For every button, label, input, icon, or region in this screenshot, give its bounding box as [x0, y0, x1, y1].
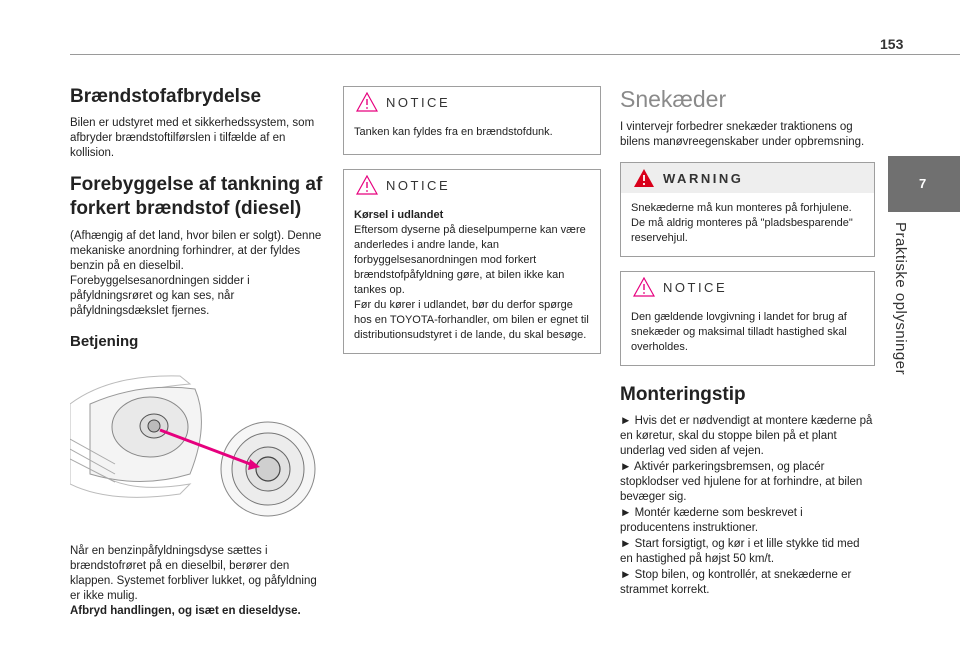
- notice-box-abroad: [343, 169, 601, 354]
- notice-box-legislation: [620, 271, 875, 366]
- paragraph-misfuel-prevention: (Afhængig af det land, hvor bilen er solgt). Denne mekaniske anordning forhindrer, at der fyldes benzin på en dieselbil. Forebyggelsesanordningen sidder i påfyldningsrøret og kan ses, når påfyldningsdækslet fjernes.: [70, 230, 322, 317]
- warning-text: Snekæderne må kun monteres på forhjulene. De må aldrig monteres på "pladsbesparende" reservehjul.: [631, 202, 853, 244]
- notice-legislation-text: Den gældende lovgivning i landet for brug af snekæder og maksimal tilladt hastighed skal overholdes.: [631, 311, 847, 353]
- notice-header: [621, 272, 874, 302]
- notice-title: NOTICE: [663, 280, 728, 295]
- chapter-tab[interactable]: [888, 156, 960, 212]
- page-number: 153: [880, 36, 904, 52]
- heading-misfuel-prevention: [70, 173, 325, 221]
- notice-abroad-heading: Kørsel i udlandet: [354, 209, 444, 221]
- paragraph-fuel-cutoff: Bilen er udstyret med et sikkerhedssystem, som afbryder brændstoftilførslen i tilfælde af en kollision.: [70, 117, 315, 159]
- column-right: [620, 86, 875, 599]
- paragraph-operation: Når en benzinpåfyldningsdyse sættes i brændstofrøret på en dieselbil, berører den klappen. Systemet forbliver lukket, og påfyldning er ikke mulig.: [70, 545, 317, 602]
- mounting-step: ► Aktivér parkeringsbremsen, og placér stopklodser ved hjulene for at forhindre, at bilen bevæger sig.: [620, 461, 863, 503]
- column-left: [70, 86, 325, 619]
- notice-abroad-text1: Eftersom dyserne på dieselpumperne kan være anderledes i andre lande, kan forbyggelsesanordningen mod forkert brændstofpåfyldning gøre, at bilen ikke kan tankes op.: [354, 224, 586, 296]
- heading-mounting-tips: Monteringstip: [620, 384, 746, 405]
- fuel-filler-illustration: [70, 364, 325, 529]
- mounting-step: ► Start forsigtigt, og kør i et lille stykke tid med en hastighed på højst 50 km/t.: [620, 538, 860, 565]
- column-middle: [343, 86, 601, 368]
- paragraph-operation-bold: Afbryd handlingen, og isæt en dieseldyse.: [70, 605, 301, 617]
- chapter-title: Praktiske oplysninger: [892, 222, 909, 376]
- mounting-step: ► Montér kæderne som beskrevet i producentens instruktioner.: [620, 507, 803, 534]
- warning-title: WARNING: [663, 171, 744, 186]
- warning-triangle-icon: [633, 168, 655, 188]
- notice-triangle-icon: [633, 277, 655, 297]
- notice-title: NOTICE: [386, 178, 451, 193]
- notice-title: NOTICE: [386, 95, 451, 110]
- chapter-number: 7: [919, 176, 927, 191]
- paragraph-snow-chains: I vintervejr forbedrer snekæder traktionens og bilens manøvreegenskaber under opbremsning.: [620, 121, 865, 148]
- heading-operation: Betjening: [70, 333, 139, 350]
- heading-fuel-cutoff: Brændstofafbrydelse: [70, 86, 262, 107]
- warning-header: [621, 163, 874, 193]
- heading-misfuel-line2: forkert brændstof (diesel): [70, 198, 302, 219]
- notice-header: [344, 170, 600, 200]
- notice-header: [344, 87, 600, 117]
- notice-box-canister: [343, 86, 601, 155]
- notice-abroad-text2: Før du kører i udlandet, bør du derfor spørge hos en TOYOTA-forhandler, om bilen er egnet til distributionsudstyret i de lande, du skal besøge.: [354, 299, 589, 341]
- heading-misfuel-line1: Forebyggelse af tankning af: [70, 174, 323, 195]
- notice-text-canister: Tanken kan fyldes fra en brændstofdunk.: [354, 126, 553, 138]
- mounting-steps-list: [620, 414, 875, 598]
- warning-box: [620, 162, 875, 257]
- mounting-step: ► Stop bilen, og kontrollér, at snekæderne er strammet korrekt.: [620, 569, 852, 596]
- notice-triangle-icon: [356, 175, 378, 195]
- notice-triangle-icon: [356, 92, 378, 112]
- header-rule: [70, 54, 960, 55]
- mounting-step: ► Hvis det er nødvendigt at montere kæderne på en køretur, skal du stoppe bilen på et plant underlag ved siden af vejen.: [620, 415, 873, 457]
- heading-snow-chains: Snekæder: [620, 86, 727, 112]
